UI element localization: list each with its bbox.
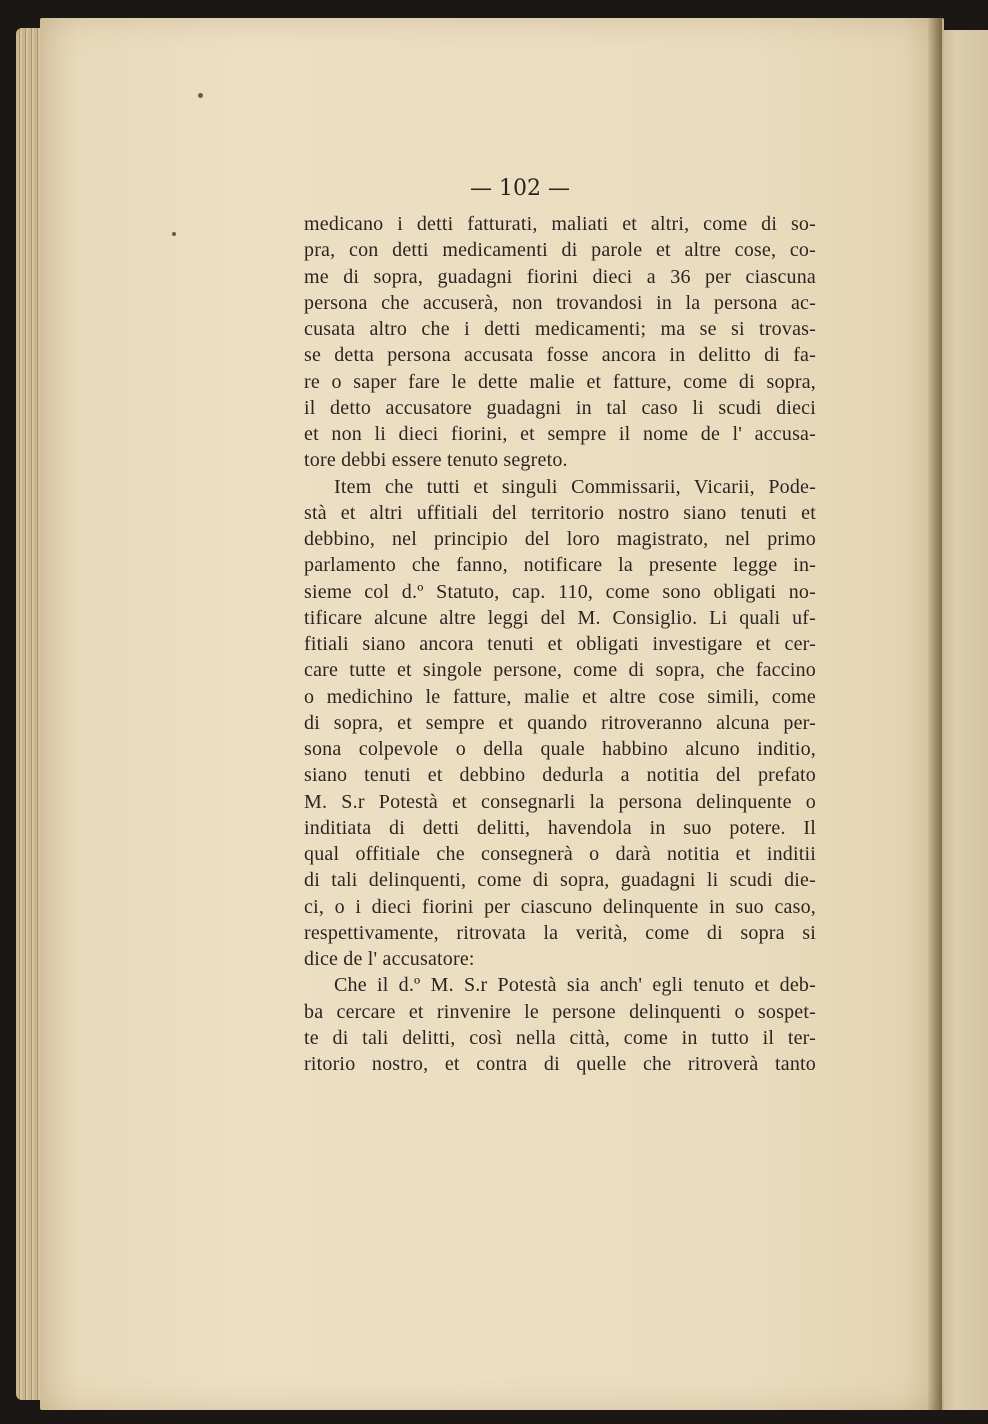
text-line: o medichino le fatture, malie et altre cose simili, come (304, 685, 816, 708)
text-line: ba cercare et rinvenire le persone delinquenti o sospet- (304, 1000, 816, 1023)
text-line: te di tali delitti, così nella città, come in tutto il ter- (304, 1026, 816, 1049)
text-line: dice de l' accusatore: (304, 948, 475, 970)
text-line: cusata altro che i detti medicamenti; ma se si trovas- (304, 318, 816, 340)
text-line: se detta persona accusata fosse ancora in delitto di fa- (304, 344, 816, 367)
paper-speck (198, 93, 203, 98)
text-line: re o saper fare le dette malie et fatture, come di sopra, (304, 370, 816, 393)
text-line: fitiali siano ancora tenuti et obligati investigare et cer- (304, 633, 816, 655)
paper-speck (172, 232, 176, 236)
text-line: sona colpevole o della quale habbino alcuno inditio, (304, 738, 816, 760)
text-line: respettivamente, ritrovata la verità, come di sopra si (304, 921, 816, 944)
text-line: debbino, nel principio del loro magistrato, nel primo (304, 528, 816, 550)
text-line: et non li dieci fiorini, et sempre il nome de l' accusa- (304, 423, 816, 445)
text-line: me di sopra, guadagni fiorini dieci a 36 per ciascuna (304, 265, 816, 288)
text-line: tore debbi essere tenuto segreto. (304, 449, 568, 472)
text-line: persona che accuserà, non trovandosi in la persona ac- (304, 291, 816, 314)
page-number: — 102 — (470, 176, 570, 201)
binding-gutter (928, 18, 942, 1410)
text-line: medicano i detti fatturati, maliati et altri, come di so- (304, 213, 816, 235)
text-line: siano tenuti et debbino dedurla a notitia del prefato (304, 764, 816, 787)
text-line: ritorio nostro, et contra di quelle che ritroverà tanto (304, 1053, 816, 1075)
text-line: M. S.r Potestà et consegnarli la persona delinquente o (304, 790, 816, 813)
text-line: sieme col d.º Statuto, cap. 110, come sono obligati no- (304, 580, 816, 603)
text-line: pra, con detti medicamenti di parole et altre cose, co- (304, 239, 816, 262)
text-line: di sopra, et sempre et quando ritroveranno alcuna per- (304, 711, 816, 734)
text-line: ci, o i dieci fiorini per ciascuno delinquente in suo caso, (304, 895, 816, 918)
text-line: tificare alcune altre leggi del M. Consiglio. Li quali uf- (304, 606, 816, 629)
body-text (304, 211, 816, 1077)
text-line: di tali delinquenti, come di sopra, guadagni li scudi die- (304, 869, 816, 892)
text-line: care tutte et singole persone, come di sopra, che faccino (304, 659, 816, 682)
text-line: inditiata di detti delitti, havendola in suo potere. Il (304, 816, 816, 839)
text-line: Item che tutti et singuli Commissarii, Vicarii, Pode- (334, 475, 816, 498)
text-line: stà et altri uffitiali del territorio nostro siano tenuti et (304, 501, 816, 524)
text-line: il detto accusatore guadagni in tal caso li scudi dieci (304, 396, 816, 419)
text-line: Che il d.º M. S.r Potestà sia anch' egli tenuto et deb- (334, 974, 816, 997)
text-line: qual offitiale che consegnerà o darà notitia et inditii (304, 843, 816, 865)
text-line: parlamento che fanno, notificare la presente legge in- (304, 554, 816, 577)
